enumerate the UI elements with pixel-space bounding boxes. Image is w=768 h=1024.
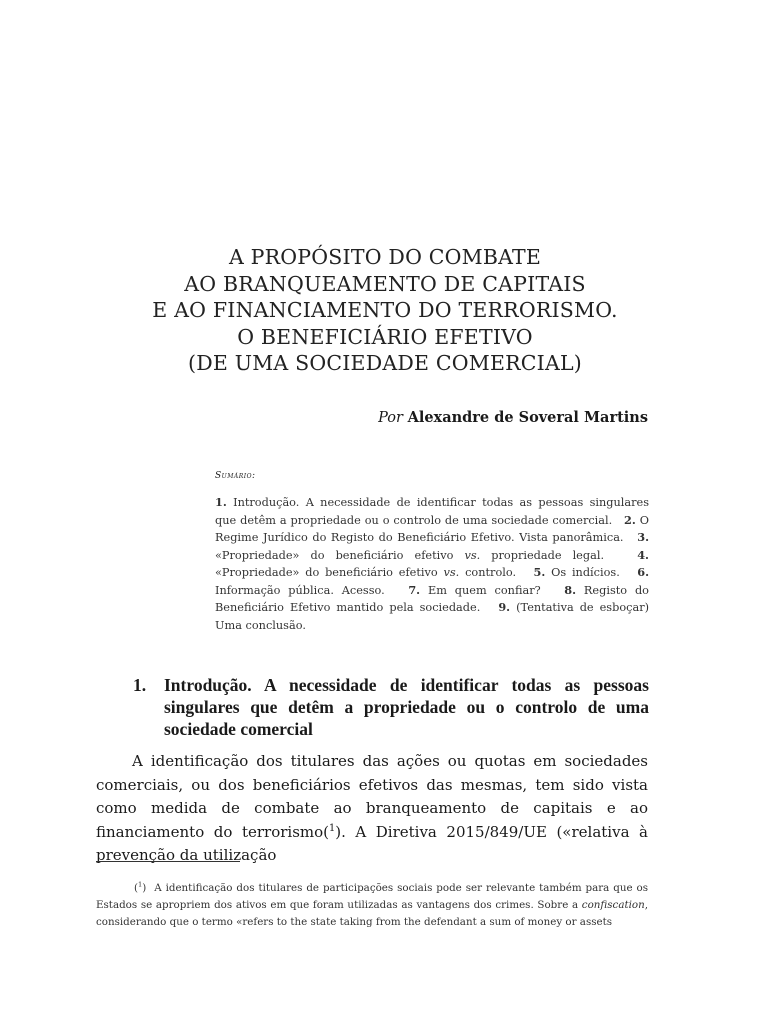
summary-item-text: Introdução. A necessidade de identificar todas as pessoas singulares que detêm a propriedade ou o controlo de uma sociedade comercial. bbox=[215, 496, 649, 527]
section-heading-text: Introdução. A necessidade de identificar todas as pessoas singulares que detêm a propriedade ou o controlo de uma sociedade comercial bbox=[164, 675, 649, 739]
body-text-b: ). A Diretiva 2015/849/UE («relativa à prevenção da utilização bbox=[96, 822, 648, 864]
section-number: 1. bbox=[133, 675, 147, 695]
title-line: A PROPÓSITO DO COMBATE bbox=[228, 245, 542, 269]
summary-item-text: Os indícios. bbox=[551, 566, 620, 579]
footnote-italic-term: confiscation bbox=[581, 899, 645, 912]
body-paragraph bbox=[96, 750, 648, 868]
summary-item-number: 2. bbox=[624, 512, 636, 527]
title-line: (DE UMA SOCIEDADE COMERCIAL) bbox=[188, 351, 582, 375]
summary-item-text: Registo do Beneficiário Efetivo mantido pela sociedade. bbox=[215, 583, 649, 614]
summary-item-vs: vs. bbox=[464, 548, 481, 562]
summary-label: Sumário: bbox=[215, 471, 256, 481]
footnote-divider bbox=[96, 861, 240, 862]
summary-item-vs: vs. bbox=[443, 566, 460, 579]
title-line: O BENEFICIÁRIO EFETIVO bbox=[237, 324, 533, 349]
summary-item-number: 8. bbox=[564, 582, 577, 597]
section-heading bbox=[133, 674, 649, 740]
title-line: E AO FINANCIAMENTO DO TERRORISMO. bbox=[152, 298, 618, 322]
summary-item-number: 6. bbox=[637, 565, 650, 579]
summary-item-text: «Propriedade» do beneficiário efetivo bbox=[215, 566, 438, 579]
summary-item-text: controlo. bbox=[465, 566, 517, 579]
summary-item-number: 3. bbox=[637, 530, 649, 544]
footnote-reference: 1 bbox=[329, 822, 336, 834]
footnote-text-b: , considerando que o termo «refers to the state taking from the defendant a sum of money or assets bbox=[96, 899, 648, 929]
summary-item-number: 5. bbox=[533, 565, 546, 579]
summary-item-text: (Tentativa de esboçar) Uma conclusão. bbox=[215, 601, 649, 632]
author-prefix: Por bbox=[378, 410, 403, 426]
summary-item-text: propriedade legal. bbox=[491, 548, 605, 562]
summary-item-number: 1. bbox=[215, 495, 227, 509]
author-name: Alexandre de Soveral Martins bbox=[407, 409, 648, 426]
footnote-marker: 1 bbox=[138, 880, 143, 889]
summary-item-number: 7. bbox=[408, 582, 421, 597]
summary-item-text: Informação pública. Acesso. bbox=[215, 583, 385, 597]
summary-item-text: Em quem confiar? bbox=[427, 583, 541, 597]
summary-item-text: «Propriedade» do beneficiário efetivo bbox=[215, 548, 454, 562]
summary-text bbox=[215, 494, 649, 634]
summary-item-number: 9. bbox=[498, 600, 511, 614]
footnote: ($^1$) A identificação dos titulares de participações sociais pode ser relevante também para que os Estados se apropriem dos ativos em que foram utilizadas as vantagens dos crimes. Sobre a confiscation, considerando que o termo «refers to the state taking from the defendant a sum of money or assets bbox=[96, 880, 648, 929]
summary-item-number: 4. bbox=[637, 547, 649, 562]
document-title bbox=[90, 244, 680, 377]
body-text-a: A identificação dos titulares das ações ou quotas em sociedades comerciais, ou dos beneficiários efetivos das mesmas, tem sido vista como medida de combate ao branqueamento de capitais e ao financiamento do terrorismo( bbox=[96, 752, 648, 841]
summary-item-text: O Regime Jurídico do Registo do Beneficiário Efetivo. Vista panorâmica. bbox=[215, 513, 649, 544]
footnote-text-a: A identificação dos titulares de participações sociais pode ser relevante também para que os Estados se apropriem dos ativos em que foram utilizadas as vantagens dos crimes. Sobre a bbox=[96, 882, 648, 912]
author-line bbox=[378, 409, 648, 426]
title-line: AO BRANQUEAMENTO DE CAPITAIS bbox=[184, 271, 586, 296]
